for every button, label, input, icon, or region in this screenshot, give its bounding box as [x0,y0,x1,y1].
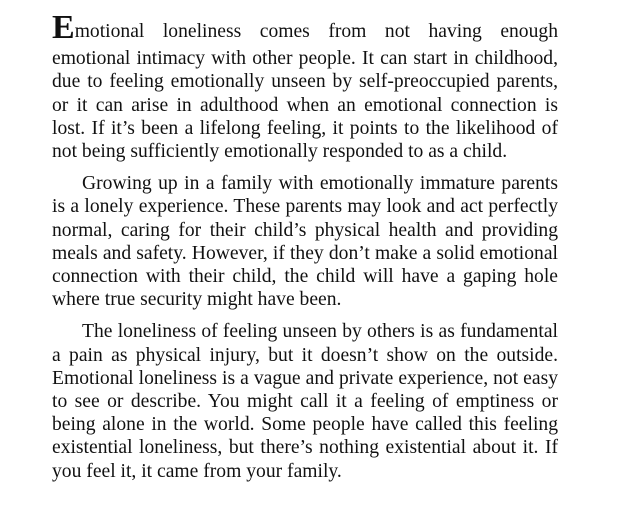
drop-cap: E [52,9,74,46]
paragraph-1-body: emotional intimacy with other people. It can start in childhood, due to feeling emotionally unseen by self-preoccupied parents, or it can arise in adulthood when an emotional connection is lost. If it’s been a lifelong feeling, it points to the likelihood of not being sufficiently emotionally responded to as a child. [52,48,558,163]
paragraph-2: Growing up in a family with emotionally immature parents is a lonely experience. These parents may look and act perfectly normal, caring for their child’s physical health and providing meals and safety. However, if they don’t make a solid emotional connection with their child, the child will have a gaping hole where true security might have been. [52,173,558,311]
document-page [52,10,558,483]
paragraph-3: The loneliness of feeling unseen by others is as fundamental a pain as physical injury, but it doesn’t show on the outside. Emotional loneliness is a vague and private experience, not easy to see or describe. You might call it a feeling of emptiness or being alone in the world. Some people have called this feeling existential loneliness, but there’s nothing existential about it. If you feel it, it came from your family. [52,321,558,482]
first-line-text: motional loneliness comes from not having enough [74,21,558,42]
paragraph-1-first-line [52,9,558,46]
paragraph-1 [52,9,558,163]
